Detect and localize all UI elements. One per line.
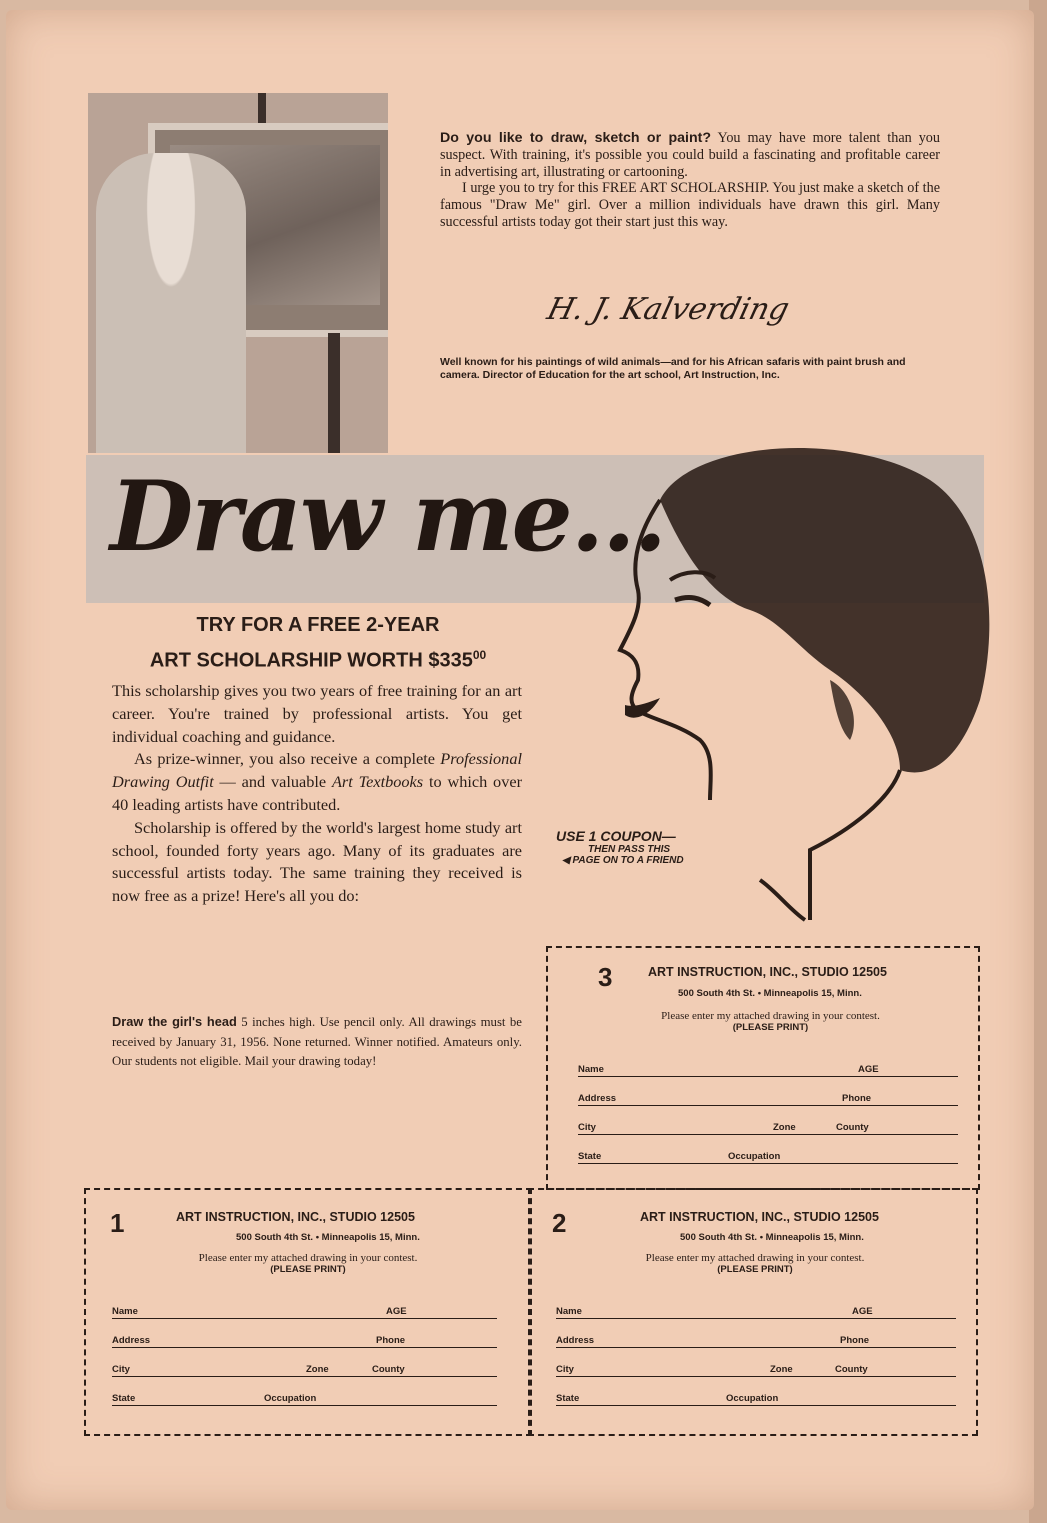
coupon-print: (PLEASE PRINT) [717, 1264, 793, 1275]
occupation-label: Occupation [726, 1393, 779, 1404]
coupon-company: ART INSTRUCTION, INC., STUDIO 12505 [640, 1210, 879, 1224]
state-field[interactable] [112, 1405, 497, 1406]
coupon-company: ART INSTRUCTION, INC., STUDIO 12505 [648, 965, 887, 979]
body-paragraph-2 [112, 748, 522, 816]
rules-lead: Draw the girl's head [112, 1014, 237, 1029]
body-copy [112, 680, 522, 908]
state-field[interactable] [556, 1405, 956, 1406]
coupon-1[interactable] [84, 1188, 532, 1436]
body-paragraph-3: Scholarship is offered by the world's largest home study art school, founded forty years ago. Many of its graduates are successful artists today. The same training they received is now free as a prize! Here's all you do: [112, 817, 522, 906]
headline: Draw me... [110, 460, 666, 573]
offer-cents: 00 [472, 648, 487, 662]
city-label: City [112, 1364, 130, 1375]
city-field[interactable] [578, 1134, 958, 1135]
city-label: City [556, 1364, 574, 1375]
name-field[interactable] [112, 1318, 497, 1319]
coupon-address: 500 South 4th St. • Minneapolis 15, Minn. [680, 1232, 864, 1243]
age-label: AGE [858, 1064, 879, 1075]
body-p2-e: to which over 40 leading artists have contributed. [112, 772, 522, 814]
phone-label: Phone [840, 1335, 870, 1346]
offer-line-2-text: ART SCHOLARSHIP WORTH [149, 649, 429, 672]
coupon-note [573, 1010, 968, 1033]
artist-photo [88, 93, 388, 453]
signature: H. J. Kalverding [543, 292, 793, 327]
name-label: Name [112, 1306, 138, 1317]
coupon-address: 500 South 4th St. • Minneapolis 15, Minn. [236, 1232, 420, 1243]
coupon-number: 2 [552, 1208, 567, 1238]
city-label: City [578, 1122, 596, 1133]
name-field[interactable] [578, 1076, 958, 1077]
intro-lead: Do you like to draw, sketch or paint? [440, 130, 712, 146]
state-label: State [556, 1393, 580, 1404]
offer-line-1: TRY FOR A FREE 2-YEAR [196, 614, 440, 636]
coupon-note-text: Please enter my attached drawing in your contest. [661, 1010, 880, 1022]
easel-leg [328, 333, 340, 453]
photo-caption: Well known for his paintings of wild animals—and for his African safaris with paint brush and camera. Director of Education for the art school, Art Instruction, Inc. [440, 356, 906, 381]
coupon-note [106, 1252, 510, 1275]
city-field[interactable] [556, 1376, 956, 1377]
use-coupon-note [556, 828, 684, 866]
county-label: County [836, 1122, 869, 1133]
coupon-note-text: Please enter my attached drawing in your contest. [645, 1252, 865, 1264]
name-field[interactable] [556, 1318, 956, 1319]
zone-label: Zone [770, 1364, 793, 1375]
occupation-label: Occupation [264, 1393, 317, 1404]
address-label: Address [578, 1093, 617, 1104]
address-field[interactable] [578, 1105, 958, 1106]
offer-line-2 [112, 640, 524, 676]
offer-amount: $335 [428, 649, 473, 672]
use-line-2: THEN PASS THIS [588, 844, 671, 855]
county-label: County [835, 1364, 868, 1375]
address-field[interactable] [556, 1347, 956, 1348]
intro-p1-rest: You may have more talent than you suspect. With training, it's possible you could build a fascinating and profitable career in advertising art, illustrating or cartooning. [440, 130, 940, 180]
intro-paragraph-2: I urge you to try for this FREE ART SCHOLARSHIP. You just make a sketch of the famous "Draw Me" girl. Over a million individuals have drawn this girl. Many successful artists today got their start just this way. [440, 180, 940, 230]
age-label: AGE [386, 1306, 407, 1317]
body-paragraph-1: This scholarship gives you two years of free training for an art career. You're trained by professional artists. You get individual coaching and guidance. [112, 681, 522, 746]
scholarship-offer [112, 610, 524, 676]
rules-text: 5 inches high. Use pencil only. All drawings must be received by January 31, 1956. None returned. Winner notified. Amateurs only. Our students not eligible. Mail your drawing today! [112, 1015, 522, 1068]
address-label: Address [556, 1335, 595, 1346]
coupon-number: 3 [598, 962, 613, 992]
artist-figure [96, 153, 246, 453]
state-label: State [112, 1393, 136, 1404]
coupon-company: ART INSTRUCTION, INC., STUDIO 12505 [176, 1210, 415, 1224]
easel-top [258, 93, 266, 123]
address-label: Address [112, 1335, 151, 1346]
contest-rules [112, 1012, 522, 1072]
coupon-note-text: Please enter my attached drawing in your contest. [198, 1252, 418, 1264]
occupation-label: Occupation [728, 1151, 781, 1162]
county-label: County [372, 1364, 405, 1375]
coupon-print: (PLEASE PRINT) [270, 1264, 346, 1275]
zone-label: Zone [773, 1122, 796, 1133]
arrow-left-icon: ◀ [562, 855, 573, 866]
coupon-3[interactable] [546, 946, 980, 1190]
phone-label: Phone [842, 1093, 872, 1104]
intro-paragraph-1 [440, 130, 940, 180]
city-field[interactable] [112, 1376, 497, 1377]
state-field[interactable] [578, 1163, 958, 1164]
body-p2-d: Art Textbooks [331, 772, 424, 792]
name-label: Name [578, 1064, 604, 1075]
coupon-note [550, 1252, 960, 1275]
phone-label: Phone [376, 1335, 406, 1346]
use-line-3-text: PAGE ON TO A FRIEND [572, 855, 684, 866]
use-line-1: USE 1 COUPON— [556, 828, 676, 844]
address-field[interactable] [112, 1347, 497, 1348]
body-p2-b: Professional Drawing Outfit [112, 749, 522, 792]
coupon-address: 500 South 4th St. • Minneapolis 15, Minn. [678, 988, 862, 999]
zone-label: Zone [306, 1364, 329, 1375]
body-p2-c: — and valuable [213, 772, 332, 792]
intro-copy [440, 130, 940, 231]
body-p2-a: As prize-winner, you also receive a complete [134, 749, 441, 769]
coupon-2[interactable] [528, 1188, 978, 1436]
state-label: State [578, 1151, 602, 1162]
name-label: Name [556, 1306, 582, 1317]
coupon-number: 1 [110, 1208, 125, 1238]
age-label: AGE [852, 1306, 873, 1317]
coupon-print: (PLEASE PRINT) [732, 1022, 809, 1033]
use-line-3 [562, 855, 684, 866]
